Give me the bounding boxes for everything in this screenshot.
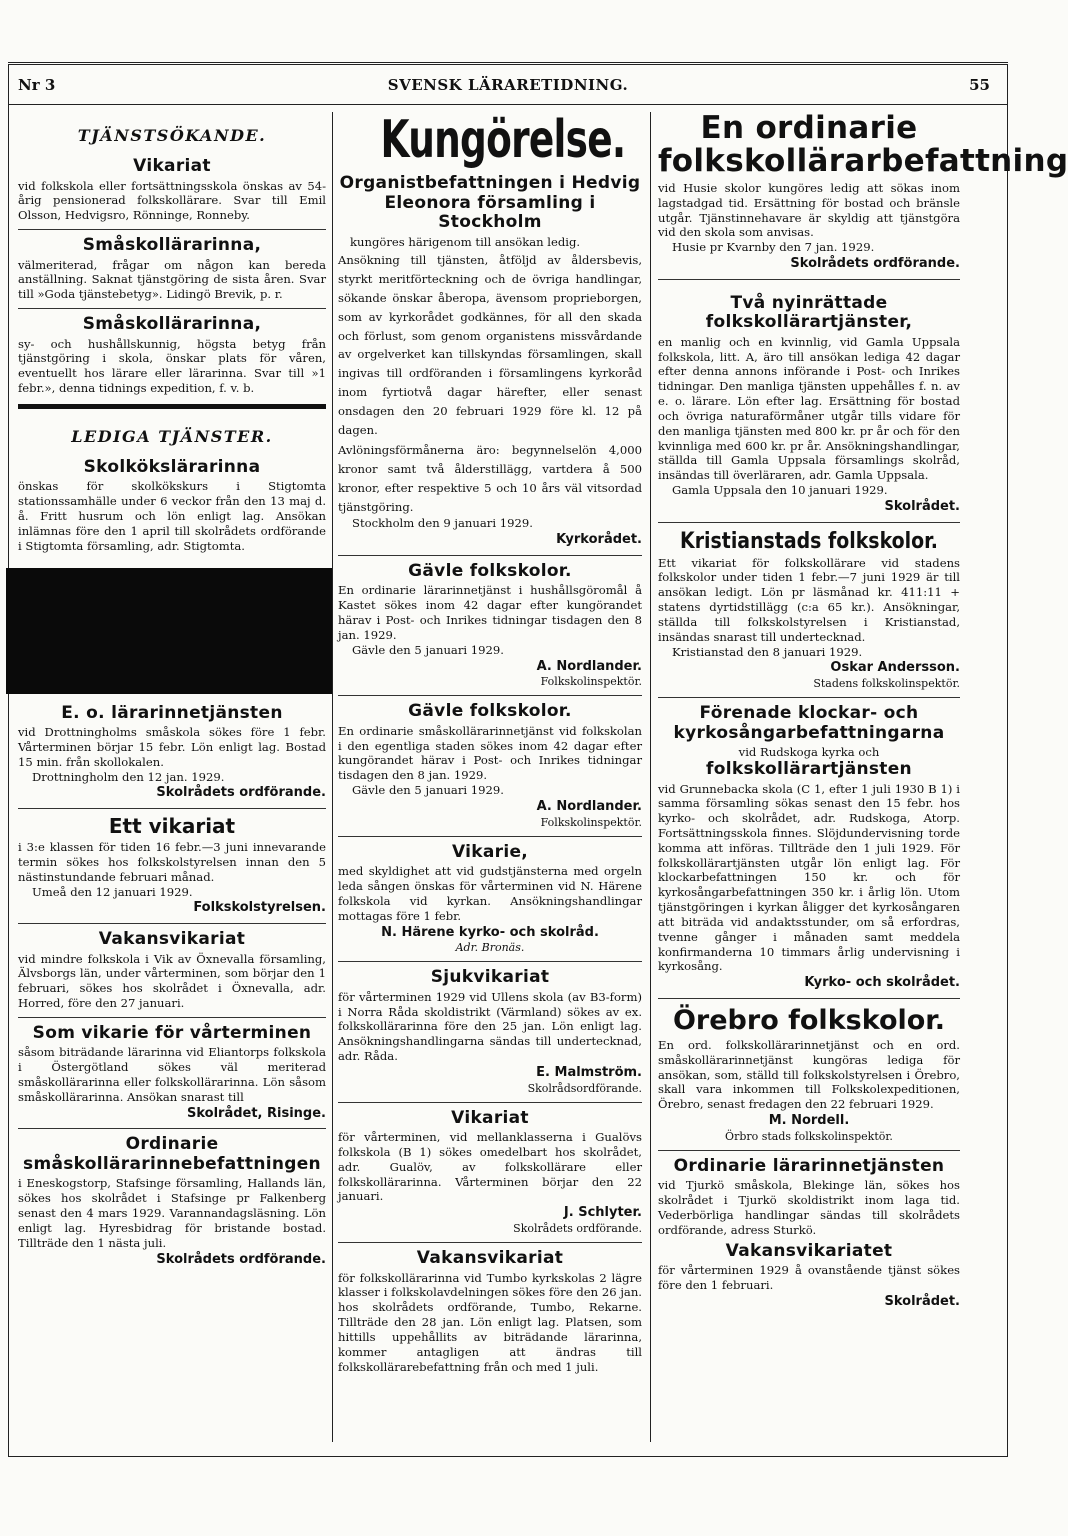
ad-title: En ordinarie folkskollärarbefattning	[658, 110, 1068, 180]
column-divider	[650, 112, 651, 1442]
ad-vikarie-harene	[338, 843, 642, 956]
page-header	[18, 72, 998, 102]
ad-date: Kristianstad den 8 januari 1929.	[672, 644, 863, 659]
divider	[658, 697, 960, 698]
kungorelse-heading: Kungörelse.	[380, 110, 626, 170]
ad-date: Gävle den 5 januari 1929.	[352, 783, 504, 798]
ad-text: vid Grunnebacka skola (C 1, efter 1 juli 1930 B 1) i samma församling sökas senast den 15 febr. hos kyrko- och skolrådet, adr. Rudskoga, Atorp. Fortsättningsskola finnes. Slöjdundervisning torde komma att införas. Tillträde den 1 juli 1929. För folkskollärartjänsten utgår lön enligt lag. För klockarbefattningen 150 kr. och för kyrkosångarbefattningen 350 kr. i årlig lön. Utom tjänstgöringen i kyrkan åligger det kyrkosångaren att biträda vid andaktsstunder, om så erfordras, tvenne gånger i månaden samt meddela konfirmanderna 10 timmars årlig undervisning i kyrkosång.	[658, 781, 960, 974]
ad-date: Gamla Uppsala den 10 januari 1929.	[672, 483, 888, 498]
ad-tjurko	[658, 1157, 960, 1311]
column-right	[658, 110, 1068, 1316]
ad-text: sy- och hushållskunnig, högsta betyg från tjänstgöring i skola, önskar plats för våren, eventuellt hos lärare eller lärarinna. Svar till »1 febr.», denna tidnings expedition, f. v. b.	[18, 336, 326, 396]
ad-signature: A. Nordlander.	[536, 658, 642, 674]
divider	[338, 1102, 642, 1103]
ad-text: kungöres härigenom till ansökan ledig.	[350, 234, 581, 249]
ad-title: Ett vikariat	[108, 814, 236, 839]
divider	[658, 279, 960, 280]
ad-title: Gävle folkskolor.	[408, 701, 572, 722]
column-left	[18, 112, 326, 1274]
ad-title: Örebro folkskolor.	[672, 1004, 946, 1036]
ad-title: Ordinarie småskollärarinnebefattningen	[23, 1134, 321, 1174]
ad-text: vid Rudskoga kyrka och	[738, 745, 880, 760]
ad-title: Vikariat	[451, 1107, 529, 1128]
ad-sjukvikariat	[338, 968, 642, 1095]
page-number: 55	[969, 76, 990, 94]
ad-signature: Skolrådets ordförande.	[156, 785, 326, 801]
ad-text: vid Husie skolor kungöres ledig att sökas inom lagstadgad tid. Ersättning för bostad och bränsle utgår. Tjänstinnehavare är skyldig att tjänstgöra vid den skola som anvisas.	[658, 180, 960, 240]
ad-smaskollararinna-1	[18, 236, 326, 302]
ad-text: med skyldighet att vid gudstjänsterna med orgeln leda sången önskas för vårterminen vid N. Härene folkskola vid kyrkan. Ansökningshandlingar mottagas före 1 febr.	[338, 864, 642, 923]
ad-text: önskas för skolkökskurs i Stigtomta stationssamhälle under 6 veckor från den 13 maj d. å. Fritt husrum och lön enligt lag. Ansökan inlämnas före den 1 april till skolrådets ordförande i Stigtomta församling, adr. Stigtomta.	[18, 479, 326, 553]
ad-text: en manlig och en kvinnlig, vid Gamla Uppsala folkskola, litt. A, äro till ansökan lediga 42 dagar efter denna annons införande i Post- och Inrikes tidningar. Den manliga tjänsten uppehålles f. n. av e. o. lärare. Lön efter lag. Ersättning för bostad och övriga naturaförmåner utgår tills vidare för den manliga tjänsten med 800 kr. pr år och för den kvinnliga med 600 kr. pr år. Ansökningshandlingar, ställda till Gamla Uppsala församlings skolråd, insändas till överläraren, adr. Gamla Uppsala.	[658, 334, 960, 483]
ad-husie	[658, 110, 1068, 273]
divider	[658, 1150, 960, 1151]
ad-date: Gävle den 5 januari 1929.	[352, 642, 504, 657]
issue-number: Nr 3	[18, 76, 56, 94]
divider	[338, 961, 642, 962]
ad-orebro	[658, 1005, 960, 1144]
ad-title: Gävle folkskolor.	[408, 560, 572, 581]
ad-text: En ord. folkskollärarinnetjänst och en ord. småskollärarinnetjänst kungöras lediga för ansökan, som, ställd till folkskolstyrelsen i Örebro, skall vara inkommen till Folkskolexpeditionen, Örebro, senast fredagen den 22 februari 1929.	[658, 1037, 960, 1112]
ad-text: vid mindre folkskola i Vik av Öxnevalla församling, Älvsborgs län, under vårterminen, som börjar den 1 februari, sökes hos skolrådet i Öxnevalla, adr. Horred, före den 27 januari.	[18, 951, 326, 1011]
ad-title: Vakansvikariatet	[725, 1240, 893, 1261]
ad-title: Vikarie,	[451, 841, 529, 862]
divider	[658, 998, 960, 999]
ad-date: Drottningholm den 12 jan. 1929.	[32, 769, 225, 784]
ad-text: för folkskollärarinna vid Tumbo kyrkskolas 2 lägre klasser i folkskolavdelningen sökes före den 26 jan. hos skolrådets ordförande, Tumbo, Rekarne. Tillträde den 28 jan. Lön enligt lag. Platsen, som hittills uppehållits av biträdande lärarinna, kommer antagligen att ändras till folkskollärarebefattning från och med 1 juli.	[338, 1270, 642, 1374]
ad-title: Ordinarie lärarinnetjänsten	[673, 1155, 945, 1176]
section-heading: TJÄNSTSÖKANDE.	[77, 126, 267, 145]
column-divider	[332, 112, 333, 1442]
ad-text: Ett vikariat för folkskollärare vid stadens folkskolor under tiden 1 febr.—7 juni 1929 är till ansökan ledigt. Lön pr läsmånad kr. 411:11 + statens dyrtidstillägg (c:a 65 kr.). Ansökningar, ställda till folkskolstyrelsen i Kristianstad, insändas snarast till undertecknad.	[658, 555, 960, 644]
ad-vakansvikariat-tumbo	[338, 1249, 642, 1374]
ad-title: Organistbefattningen i Hedvig Eleonora församling i Stockholm	[339, 173, 641, 233]
header-rule	[8, 104, 1008, 105]
divider	[658, 522, 960, 523]
ad-signature: N. Härene kyrko- och skolråd.	[381, 924, 599, 940]
ad-vikariat	[18, 157, 326, 223]
ad-signature: A. Nordlander.	[536, 798, 642, 814]
ad-text: för vårterminen, vid mellanklasserna i Gualövs folkskola (B 1) sökes omedelbart hos skolrådet, adr. Gualöv, av folkskollärare eller folkskollärarinna. Vårterminen börjar den 22 januari.	[338, 1130, 642, 1204]
ad-date: Umeå den 12 januari 1929.	[32, 884, 193, 899]
ad-title: folkskollärartjänsten	[706, 758, 912, 779]
divider	[18, 808, 326, 809]
ad-vakansvikariat	[18, 930, 326, 1011]
ad-signature: Kyrkorådet.	[556, 532, 642, 548]
divider	[18, 923, 326, 924]
ad-signature: J. Schlyter.	[563, 1205, 642, 1221]
ad-signature: Oskar Andersson.	[830, 660, 960, 676]
ad-text: i Eneskogstorp, Stafsinge församling, Hallands län, sökes hos skolrådet i Stafsinge pr Falkenberg senast den 4 mars 1929. Varannandagsläsning. Lön enligt lag. Hyresbidrag för bristande bostad. Tillträde den 1 nästa juli.	[18, 1176, 326, 1250]
ad-eo-lararinnetjansten	[18, 704, 326, 802]
divider	[338, 555, 642, 556]
ad-subtitle: Adr. Bronäs.	[455, 941, 525, 955]
ad-signature: E. Malmström.	[536, 1064, 642, 1080]
ad-text: En ordinarie lärarinnetjänst i hushållsgöromål å Kastet sökes inom 42 dagar efter kungörandet härav i Post- och Inrikes tidningar tisdagen den 8 jan. 1929.	[338, 583, 642, 642]
ad-text: såsom biträdande lärarinna vid Eliantorps folkskola i Östergötland sökes väl meriterad småskollärarinna eller folkskollärarinna. Lön såsom småskollärarinna. Ansökan snarast till	[18, 1045, 326, 1104]
ad-title: Två nyinrättade folkskollärartjänster,	[705, 292, 913, 333]
ad-vikarie-varterminen	[18, 1024, 326, 1122]
ad-gavle-1	[338, 562, 642, 689]
ad-title: Skolkökslärarinna	[83, 456, 261, 477]
ad-title: Förenade klockar- och kyrkosångarbefattningarna	[673, 703, 945, 743]
ad-vikariat-gualov	[338, 1109, 642, 1236]
ad-text: för vårterminen 1929 vid Ullens skola (av B3-form) i Norra Råda skoldistrikt (Värmland) sökes av ex. folkskollärarinna före den 25 jan. Lön enligt lag. Ansökningshandlingarna sändas till undertecknad, adr. Råda.	[338, 989, 642, 1064]
ad-signature: Kyrko- och skolrådet.	[804, 975, 960, 991]
ad-subtitle: Örbro stads folkskolinspektör.	[725, 1129, 893, 1143]
ad-text: vid Drottningholms småskola sökes före 1 febr. Vårterminen börjar 15 febr. Lön enligt lag. Bostad 15 min. från skollokalen.	[18, 725, 326, 769]
ad-rudskoga	[658, 704, 960, 992]
ad-ordinarie-smaskol	[18, 1135, 326, 1268]
ad-signature: Skolrådets ordförande.	[790, 256, 960, 272]
ad-signature: Skolrådet.	[884, 498, 960, 514]
ad-title: Vakansvikariat	[416, 1247, 564, 1268]
ad-ett-vikariat	[18, 815, 326, 917]
newspaper-title: SVENSK LÄRARETIDNING.	[387, 76, 629, 94]
divider	[338, 695, 642, 696]
ad-signature: M. Nordell.	[768, 1113, 850, 1129]
column-middle	[338, 112, 642, 1380]
ad-subtitle: Skolrådets ordförande.	[513, 1221, 642, 1235]
ad-skolkokslararinna	[18, 458, 326, 554]
ad-text: Ansökning till tjänsten, åtföljd av åldersbevis, styrkt meritförteckning och de övriga handlingar, sökande önskar åberopa, ävensom proprieborgen, som av kyrkorådet godkännes, för all den skada och förlust, som genom organistens missvårdande av orgelverket kan tillskyndas församlingen, skall ingivas till ordföranden i församlingens kyrkoråd inom fyrtiotvå dagar härefter, eller senast onsdagen den 20 februari 1929 före kl. 12 på dagen.	[338, 253, 642, 437]
ad-title: E. o. lärarinnetjänsten	[61, 702, 283, 723]
ad-title: Som vikarie för vårterminen	[32, 1022, 312, 1043]
divider	[18, 229, 326, 230]
ad-signature: Skolrådet.	[884, 1293, 960, 1309]
ad-signature: Skolrådets ordförande.	[156, 1251, 326, 1267]
ad-title: Sjukvikariat	[430, 967, 550, 988]
ad-smaskollararinna-2	[18, 315, 326, 396]
thick-divider	[18, 404, 326, 409]
ad-subtitle: Stadens folkskolinspektör.	[813, 676, 960, 690]
ad-subtitle: Skolrådsordförande.	[527, 1081, 642, 1095]
divider	[338, 1242, 642, 1243]
ad-organist	[338, 174, 642, 549]
ad-date: Stockholm den 9 januari 1929.	[352, 516, 533, 531]
ad-signature: Skolrådet, Risinge.	[186, 1105, 326, 1121]
ad-text: vid folkskola eller fortsättningsskola önskas av 54-årig pensionerad folkskollärare. Svar till Emil Olsson, Hedvigsro, Rönninge, Ronneby.	[18, 178, 326, 223]
divider	[18, 308, 326, 309]
ad-title: Vakansvikariat	[98, 929, 246, 950]
divider	[18, 1128, 326, 1129]
ad-gamla-uppsala	[658, 294, 960, 516]
ad-kristianstad	[658, 529, 960, 692]
ad-text: En ordinarie småskollärarinnetjänst vid folkskolan i den egentliga staden sökes inom 42 dagar efter kungörandet härav i Post- och Inrikes tidningar tisdagen den 8 jan. 1929.	[338, 723, 642, 783]
ad-title: Småskollärarinna,	[82, 235, 262, 256]
ad-date: Husie pr Kvarnby den 7 jan. 1929.	[672, 240, 875, 255]
ad-title: Vikariat	[133, 156, 211, 176]
ad-subtitle: Folkskolinspektör.	[540, 815, 642, 829]
divider	[18, 1017, 326, 1018]
ad-subtitle: Folkskolinspektör.	[540, 675, 642, 689]
ad-gavle-2	[338, 702, 642, 829]
ad-text: Avlöningsförmånerna äro: begynnelselön 4,000 kronor samt två ålderstillägg, vartdera å 500 kronor, efter respektive 5 och 10 års väl vitsordad tjänstgöring.	[338, 443, 642, 514]
divider	[338, 836, 642, 837]
section-heading: LEDIGA TJÄNSTER.	[71, 426, 273, 446]
ad-text: för vårterminen 1929 å ovanstående tjänst sökes före den 1 februari.	[658, 1263, 960, 1292]
ad-title: Kristianstads folkskolor.	[680, 528, 938, 554]
ad-signature: Folkskolstyrelsen.	[193, 900, 326, 916]
top-border	[8, 62, 1008, 63]
ad-text: vid Tjurkö småskola, Blekinge län, sökes hos skolrådet i Tjurkö skoldistrikt inom laga tid. Vederbörliga handlingar sändas till skolrådets ordförande, adress Sturkö.	[658, 1178, 960, 1237]
ad-title: Småskollärarinna,	[82, 314, 262, 335]
ad-text: välmeriterad, frågar om någon kan bereda anställning. Saknat tjänstgöring de sista åren. Svar till »Goda tjänstebetyg». Lidingö Brevik, p. r.	[18, 257, 326, 302]
redacted-block	[6, 568, 332, 694]
ad-text: i 3:e klassen för tiden 16 febr.—3 juni innevarande termin sökes hos folkskolstyrelsen innan den 5 nästinstundande februari månad.	[18, 840, 326, 884]
